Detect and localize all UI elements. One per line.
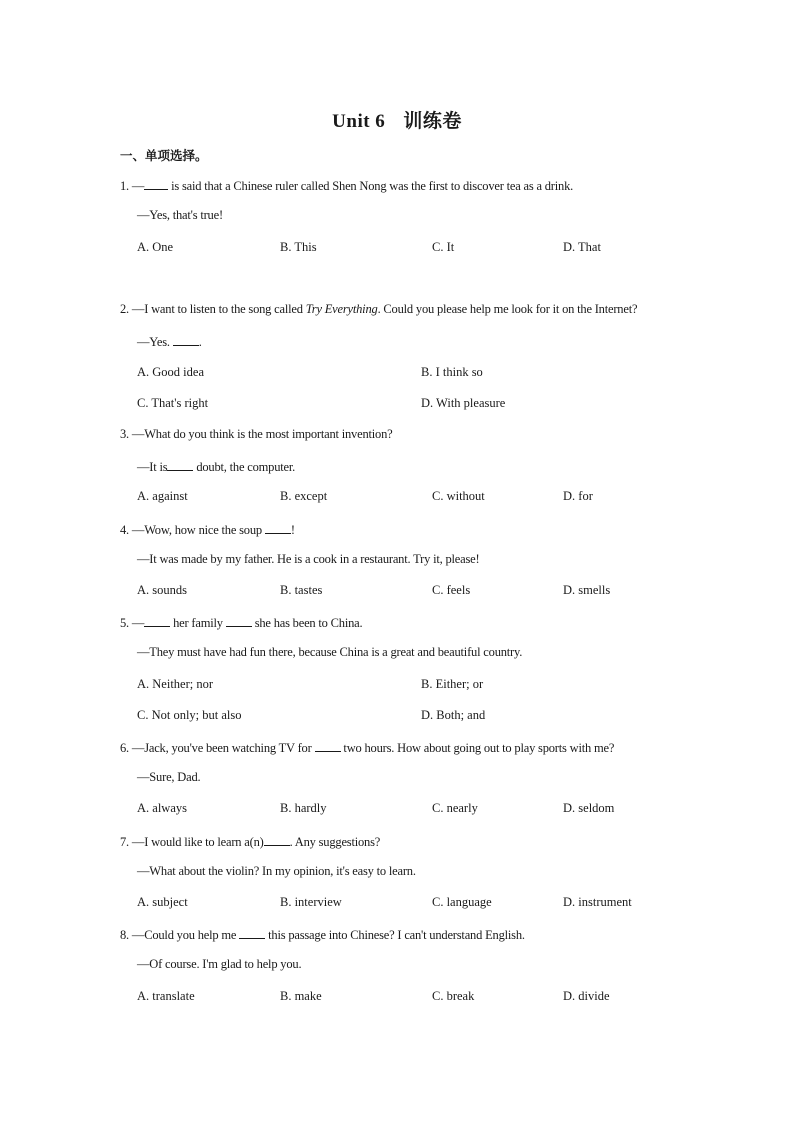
q1-stem-a: 1. — [120,179,145,193]
q1-option-d: D. That [563,240,601,254]
q3-option-a: A. against [137,489,188,503]
answer-blank [173,333,199,346]
q8-stem-b: this passage into Chinese? I can't understand English. [265,928,525,942]
question-6 [120,739,614,756]
answer-blank [315,739,341,752]
q3-option-b: B. except [280,489,328,503]
answer-blank [239,926,265,939]
page-title [0,106,794,133]
q1-option-a: A. One [137,240,174,254]
q4-reply: —It was made by my father. He is a cook in a restaurant. Try it, please! [137,552,480,566]
q3-option-c: C. without [432,489,485,503]
q4-option-c: C. feels [432,583,471,597]
q8-reply: —Of course. I'm glad to help you. [137,957,302,971]
question-1 [120,177,573,194]
question-2 [120,302,637,317]
q2-option-d: D. With pleasure [421,396,506,410]
q6-option-b: B. hardly [280,801,327,815]
q3-reply-a: —It is [137,460,168,474]
q5-stem-c: she has been to China. [251,616,363,630]
q7-stem-a: 7. —I would like to learn a(n) [120,835,264,849]
q1-option-c: C. It [432,240,455,254]
q8-option-a: A. translate [137,989,195,1003]
q6-reply: —Sure, Dad. [137,770,201,784]
q4-option-d: D. smells [563,583,611,597]
q8-stem-a: 8. —Could you help me [120,928,240,942]
section-heading: 一、单项选择。 [120,148,208,163]
q3-option-d: D. for [563,489,593,503]
title-unit: Unit 6 [332,111,386,132]
q2-stem-b: . Could you please help me look for it on the Internet? [377,302,638,316]
q2-reply-b: . [198,335,202,349]
q4-option-a: A. sounds [137,583,188,597]
q5-option-a: A. Neither; nor [137,677,214,691]
q6-option-c: C. nearly [432,801,478,815]
question-4 [120,521,295,538]
q7-reply: —What about the violin? In my opinion, it's easy to learn. [137,864,416,878]
q5-stem-b: her family [170,616,226,630]
answer-blank [226,614,252,627]
q7-option-a: A. subject [137,895,188,909]
q6-stem-b: two hours. How about going out to play sports with me? [340,741,615,755]
q2-option-b: B. I think so [421,365,483,379]
question-8 [120,926,525,943]
q8-option-c: C. break [432,989,475,1003]
q5-option-c: C. Not only; but also [137,708,242,722]
q2-option-a: A. Good idea [137,365,204,379]
q7-stem-b: . Any suggestions? [289,835,381,849]
q5-option-b: B. Either; or [421,677,484,691]
title-name: 训练卷 [403,111,462,132]
q7-option-d: D. instrument [563,895,632,909]
q2-reply [137,333,202,350]
q6-option-a: A. always [137,801,187,815]
question-7 [120,833,380,850]
q7-option-b: B. interview [280,895,342,909]
q3-reply [137,458,295,475]
q5-stem-a: 5. — [120,616,145,630]
answer-blank [265,521,291,534]
answer-blank [144,614,170,627]
q8-option-b: B. make [280,989,322,1003]
q6-option-d: D. seldom [563,801,615,815]
q5-option-d: D. Both; and [421,708,486,722]
q6-stem-a: 6. —Jack, you've been watching TV for [120,741,315,755]
q2-reply-a: —Yes. [137,335,173,349]
q3-reply-b: doubt, the computer. [193,460,296,474]
q1-stem-b: is said that a Chinese ruler called Shen Nong was the first to discover tea as a drink. [168,179,574,193]
q1-option-b: B. This [280,240,317,254]
question-5 [120,614,362,631]
q4-option-b: B. tastes [280,583,323,597]
q4-stem-a: 4. —Wow, how nice the soup [120,523,265,537]
q8-option-d: D. divide [563,989,610,1003]
q4-stem-b: ! [290,523,295,537]
answer-blank [264,833,290,846]
q2-song-title: Try Everything [305,302,378,316]
q1-reply: —Yes, that's true! [137,208,223,222]
answer-blank [144,177,168,190]
q2-stem-a: 2. —I want to listen to the song called [120,302,306,316]
q7-option-c: C. language [432,895,492,909]
question-3: 3. —What do you think is the most important invention? [120,427,393,441]
answer-blank [167,458,193,471]
q5-reply: —They must have had fun there, because China is a great and beautiful country. [137,645,523,659]
q2-option-c: C. That's right [137,396,209,410]
